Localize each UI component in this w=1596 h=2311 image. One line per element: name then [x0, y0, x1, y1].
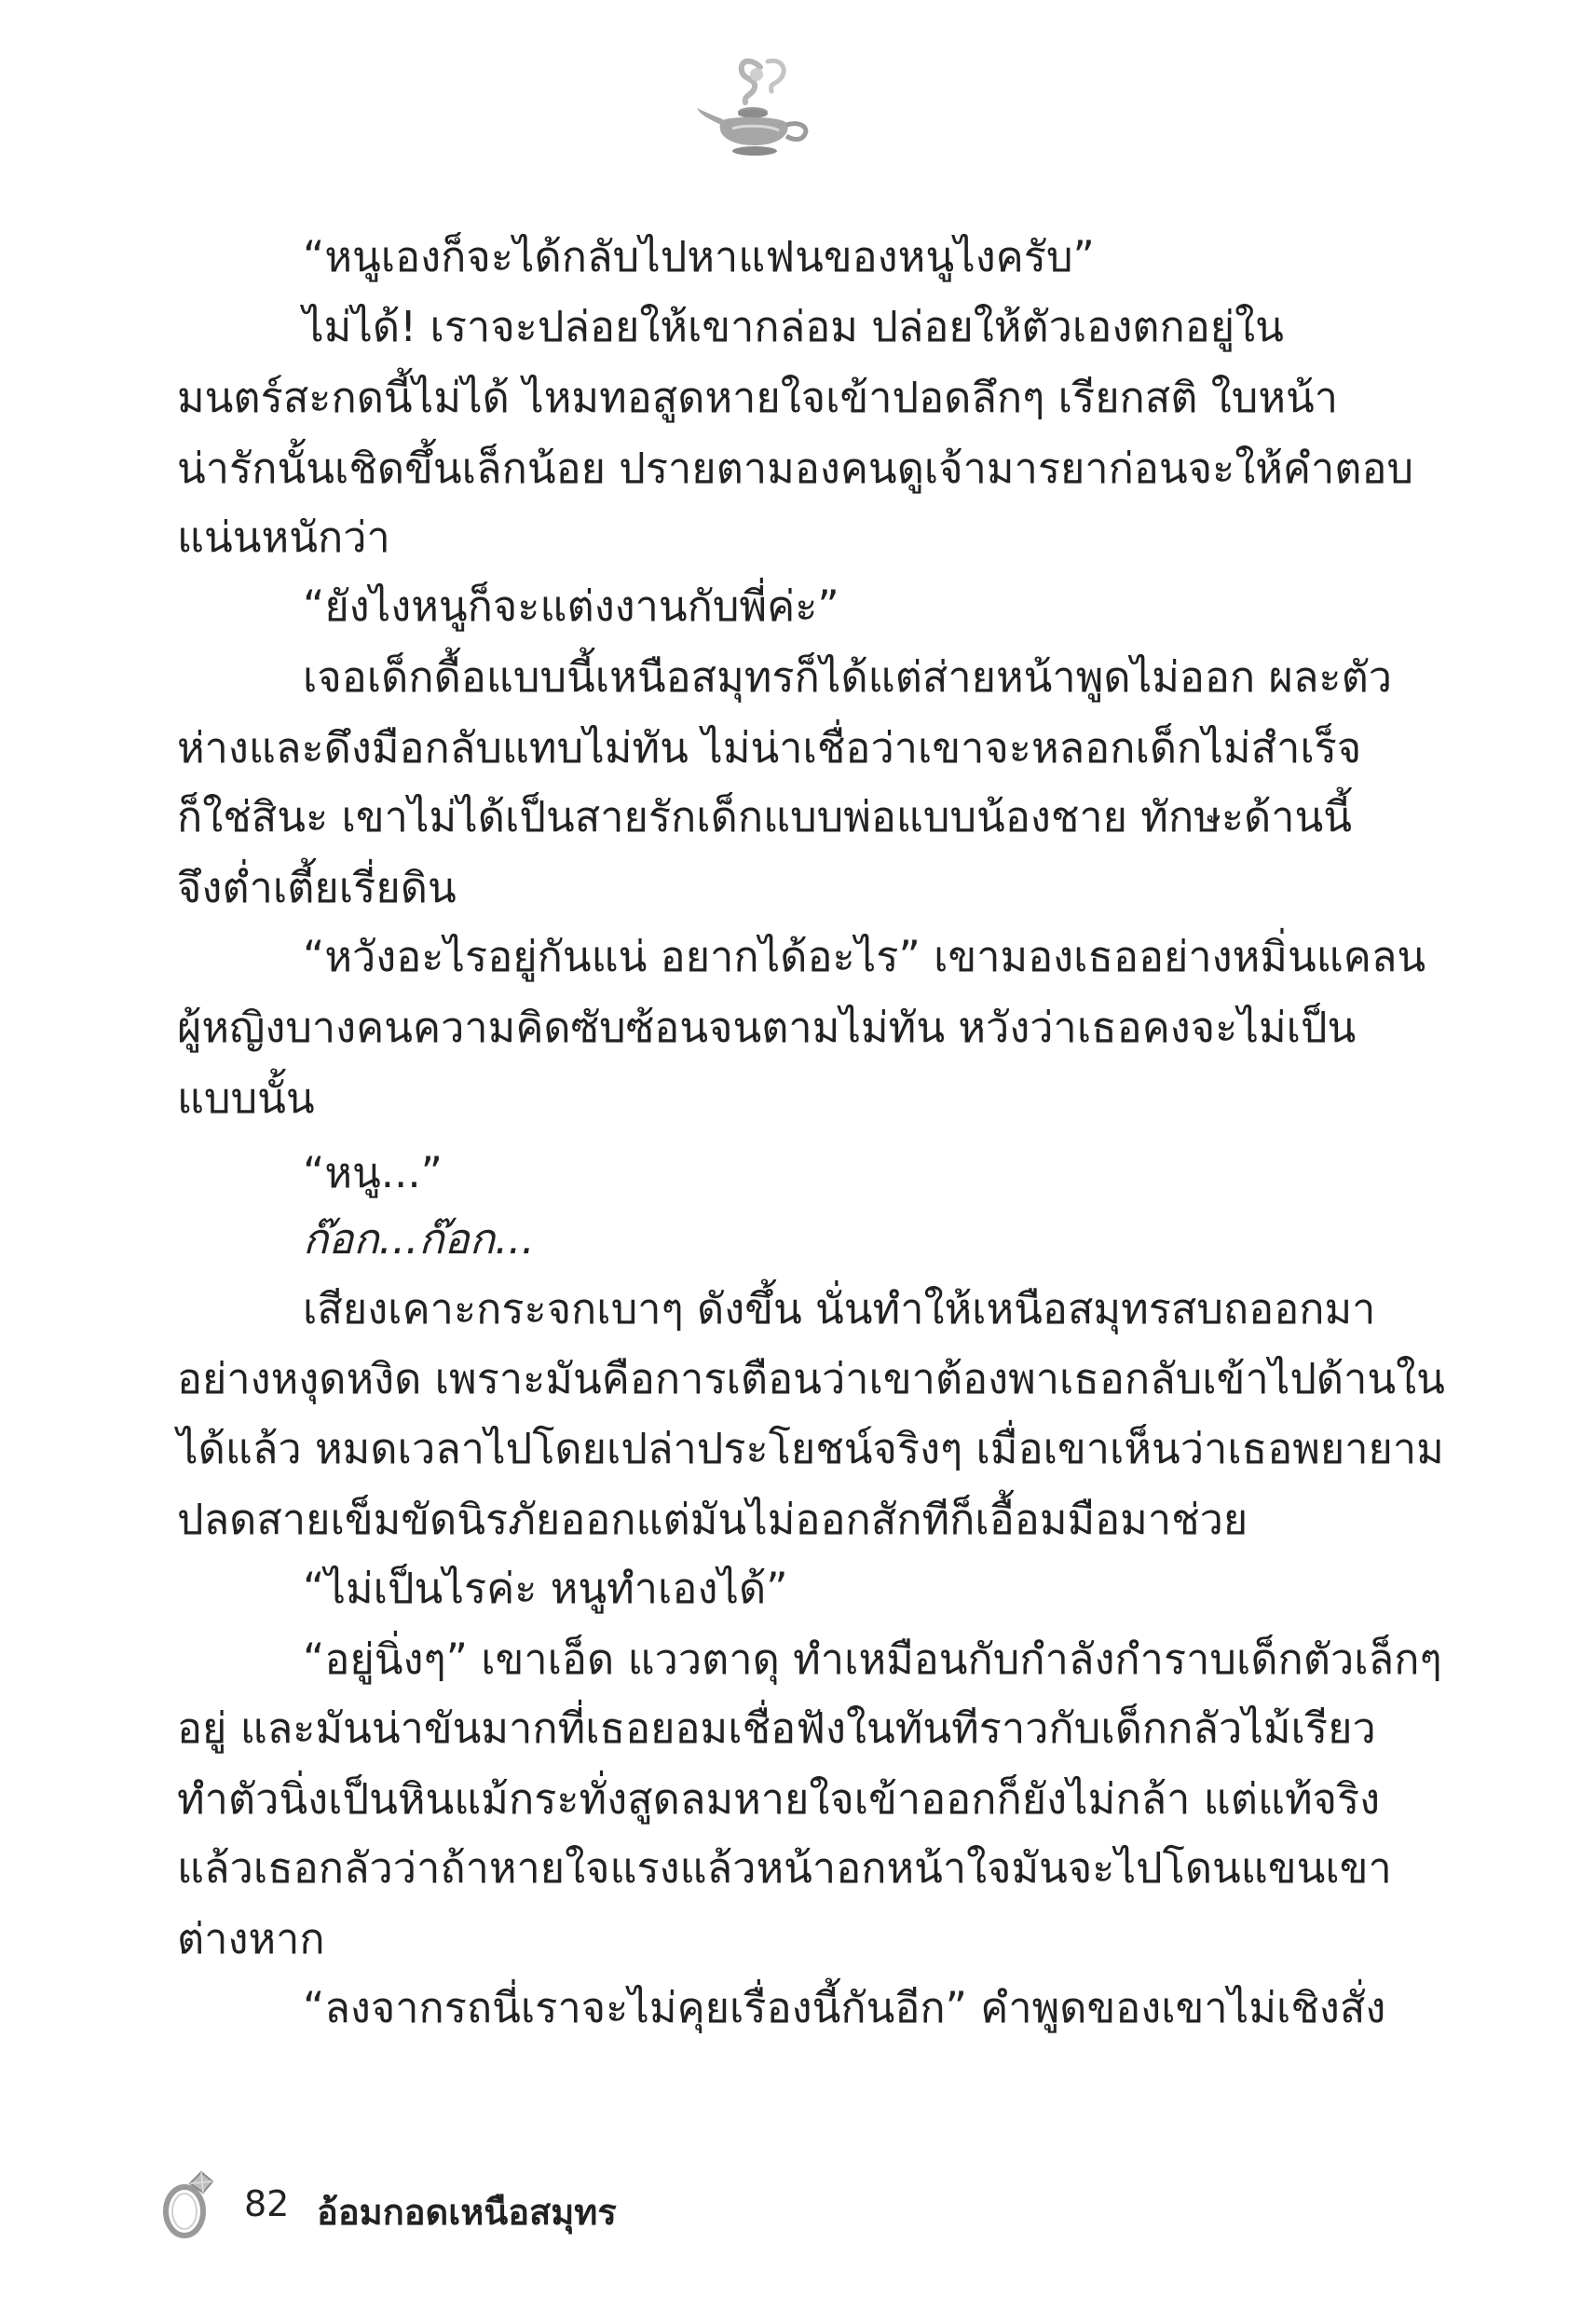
body-line: “อยู่นิ่งๆ” เขาเอ็ด แววตาดุ ทำเหมือนกับกำลังกำราบเด็กตัวเล็กๆ	[303, 1634, 1442, 1684]
diamond-ring-icon	[157, 2167, 222, 2241]
body-line: เจอเด็กดื้อแบบนี้เหนือสมุทรก็ได้แต่ส่ายหน้าพูดไม่ออก ผละตัว	[303, 652, 1393, 702]
body-line: “หนู...”	[303, 1148, 443, 1197]
body-line: ผู้หญิงบางคนความคิดซับซ้อนจนตามไม่ทัน หวังว่าเธอคงจะไม่เป็น	[177, 1003, 1357, 1052]
body-line: “หนูเองก็จะได้กลับไปหาแฟนของหนูไงครับ”	[303, 232, 1095, 281]
body-line: “ไม่เป็นไรค่ะ หนูทำเองได้”	[303, 1564, 788, 1613]
body-line: มนตร์สะกดนี้ไม่ได้ ไหมทอสูดหายใจเข้าปอดลึกๆ เรียกสติ ใบหน้า	[177, 373, 1339, 422]
body-line: จึงต่ำเตี้ยเรี่ยดิน	[177, 863, 457, 912]
body-line: “หวังอะไรอยู่กันแน่ อยากได้อะไร” เขามองเธออย่างหมิ่นแคลน	[303, 932, 1426, 981]
body-line: แน่นหนักว่า	[177, 513, 390, 562]
body-line: แบบนั้น	[177, 1073, 315, 1123]
genie-lamp-icon	[695, 54, 814, 166]
running-title: อ้อมกอดเหนือสมุทร	[317, 2192, 617, 2233]
body-line: เสียงเคาะกระจกเบาๆ ดังขึ้น นั่นทำให้เหนือสมุทรสบถออกมา	[303, 1284, 1376, 1333]
body-line: ทำตัวนิ่งเป็นหินแม้กระทั่งสูดลมหายใจเข้าออกก็ยังไม่กล้า แต่แท้จริง	[177, 1774, 1381, 1824]
body-line: แล้วเธอกลัวว่าถ้าหายใจแรงแล้วหน้าอกหน้าใจมันจะไปโดนแขนเขา	[177, 1843, 1392, 1893]
body-line: ได้แล้ว หมดเวลาไปโดยเปล่าประโยชน์จริงๆ เมื่อเขาเห็นว่าเธอพยายาม	[177, 1424, 1444, 1473]
body-line: ห่างและดึงมือกลับแทบไม่ทัน ไม่น่าเชื่อว่าเขาจะหลอกเด็กไม่สำเร็จ	[177, 723, 1362, 773]
body-line: “ลงจากรถนี่เราจะไม่คุยเรื่องนี้กันอีก” คำพูดของเขาไม่เชิงสั่ง	[303, 1983, 1386, 2032]
page-number: 82	[244, 2183, 290, 2224]
body-line: ก็ใช่สินะ เขาไม่ได้เป็นสายรักเด็กแบบพ่อแบบน้องชาย ทักษะด้านนี้	[177, 792, 1353, 841]
body-line: ปลดสายเข็มขัดนิรภัยออกแต่มันไม่ออกสักทีก็เอื้อมมือมาช่วย	[177, 1495, 1248, 1544]
body-line: “ยังไงหนูก็จะแต่งงานกับพี่ค่ะ”	[303, 581, 839, 631]
body-line: อยู่ และมันน่าขันมากที่เธอยอมเชื่อฟังในทันทีราวกับเด็กกลัวไม้เรียว	[177, 1703, 1376, 1753]
body-line: ไม่ได้! เราจะปล่อยให้เขากล่อม ปล่อยให้ตัวเองตกอยู่ใน	[303, 302, 1284, 351]
body-line: ต่างหาก	[177, 1914, 325, 1963]
page-footer	[157, 2167, 716, 2241]
body-line: ก๊อก...ก๊อก...	[303, 1214, 535, 1264]
body-line: อย่างหงุดหงิด เพราะมันคือการเตือนว่าเขาต้องพาเธอกลับเข้าไปด้านใน	[177, 1354, 1445, 1403]
body-line: น่ารักนั้นเชิดขึ้นเล็กน้อย ปรายตามองคนดูเจ้ามารยาก่อนจะให้คำตอบ	[177, 444, 1414, 493]
